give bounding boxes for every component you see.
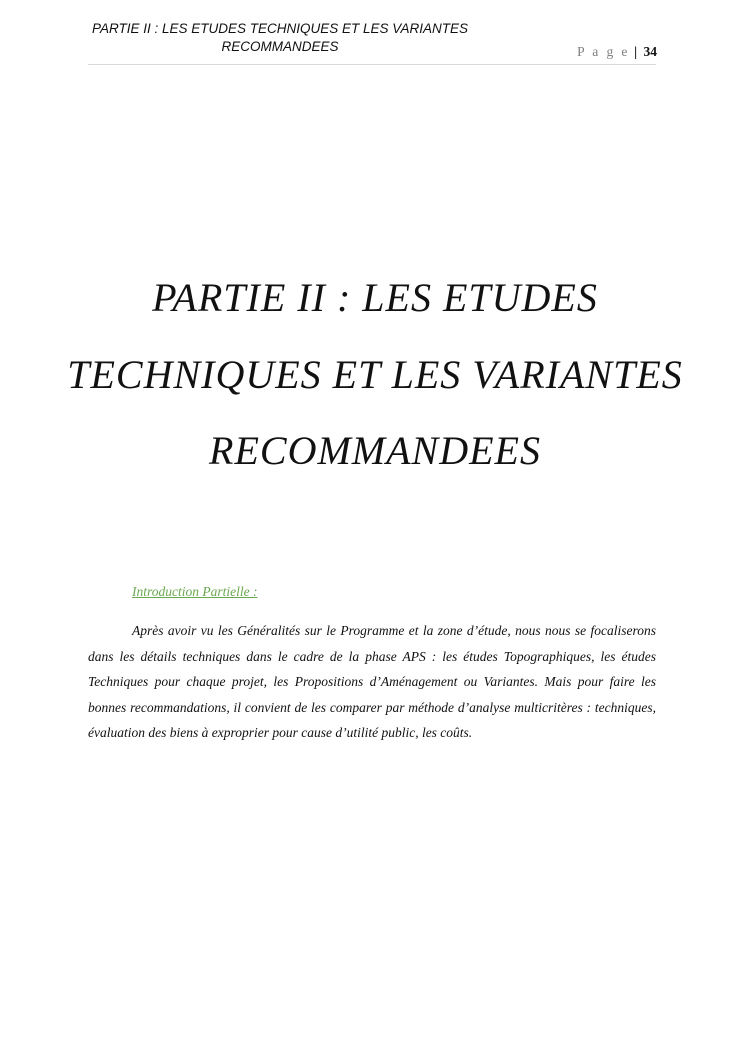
running-header-title: PARTIE II : LES ETUDES TECHNIQUES ET LES VARIANTES RECOMMANDEES	[91, 21, 469, 54]
header-divider	[88, 64, 656, 65]
section-heading: Introduction Partielle :	[132, 584, 258, 599]
page-number: 34	[643, 44, 657, 59]
page-label: P a g e	[577, 44, 630, 59]
intro-paragraph: Après avoir vu les Généralités sur le Programme et la zone d’étude, nous nous se focaliserons dans les détails techniques dans le cadre de la phase APS : les études Topographiques, les études Techniques pour chaque projet, les Propositions d’Aménagement ou Variantes. Mais pour faire les bonnes recommandations, il convient de les comparer par méthode d’analyse multicritères : techniques, évaluation des biens à exproprier pour cause d’utilité public, les coûts.	[88, 623, 656, 740]
part-title: PARTIE II : LES ETUDES TECHNIQUES ET LES VARIANTES RECOMMANDEES	[67, 275, 683, 473]
page-separator: |	[634, 44, 638, 59]
page-number-block	[577, 44, 657, 60]
